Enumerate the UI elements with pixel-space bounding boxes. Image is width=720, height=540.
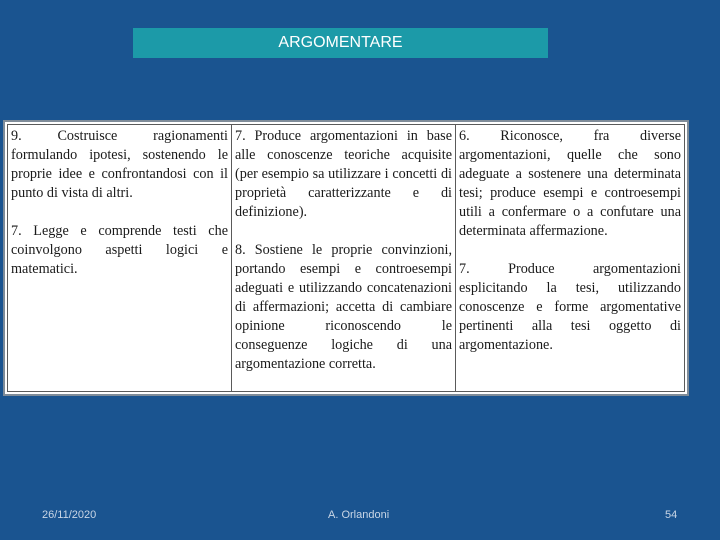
footer-date: 26/11/2020 — [42, 509, 97, 521]
table-column-1 — [8, 125, 232, 391]
table-cell-text: 9. Costruisce ragionamenti formulando ipotesi, sostenendo le proprie idee e confrontandosi con il punto di vista di altri. — [11, 128, 228, 201]
footer-page-number: 54 — [665, 509, 678, 521]
table-cell-text: 6. Riconosce, fra diverse argomentazioni, quelle che sono adeguate a sostenere una determinata tesi; produce esempi e controesempi utili a confermare o a confutare una determinata affermazione. — [459, 128, 681, 239]
table-cell-text: 7. Produce argomentazioni esplicitando la tesi, utilizzando conoscenze e forme argomentative pertinenti alla tesi oggetto di argomentazione. — [459, 261, 681, 353]
table-cell-text: 7. Legge e comprende testi che coinvolgono aspetti logici e matematici. — [11, 223, 228, 277]
table-column-3 — [456, 125, 684, 391]
table-cell-text: 8. Sostiene le proprie convinzioni, portando esempi e controesempi adeguati e utilizzando concatenazioni di affermazioni; accetta di cambiare opinione riconoscendo le conseguenze logiche di una argomentazione corretta. — [235, 242, 452, 372]
competency-table — [7, 124, 685, 392]
competency-table-image — [3, 120, 689, 396]
slide-title: ARGOMENTARE — [133, 28, 548, 58]
table-column-2 — [232, 125, 456, 391]
table-cell-text: 7. Produce argomentazioni in base alle conoscenze teoriche acquisite (per esempio sa utilizzare i concetti di proprietà caratterizzante e di definizione). — [235, 128, 452, 220]
footer-author: A. Orlandoni — [328, 509, 390, 521]
